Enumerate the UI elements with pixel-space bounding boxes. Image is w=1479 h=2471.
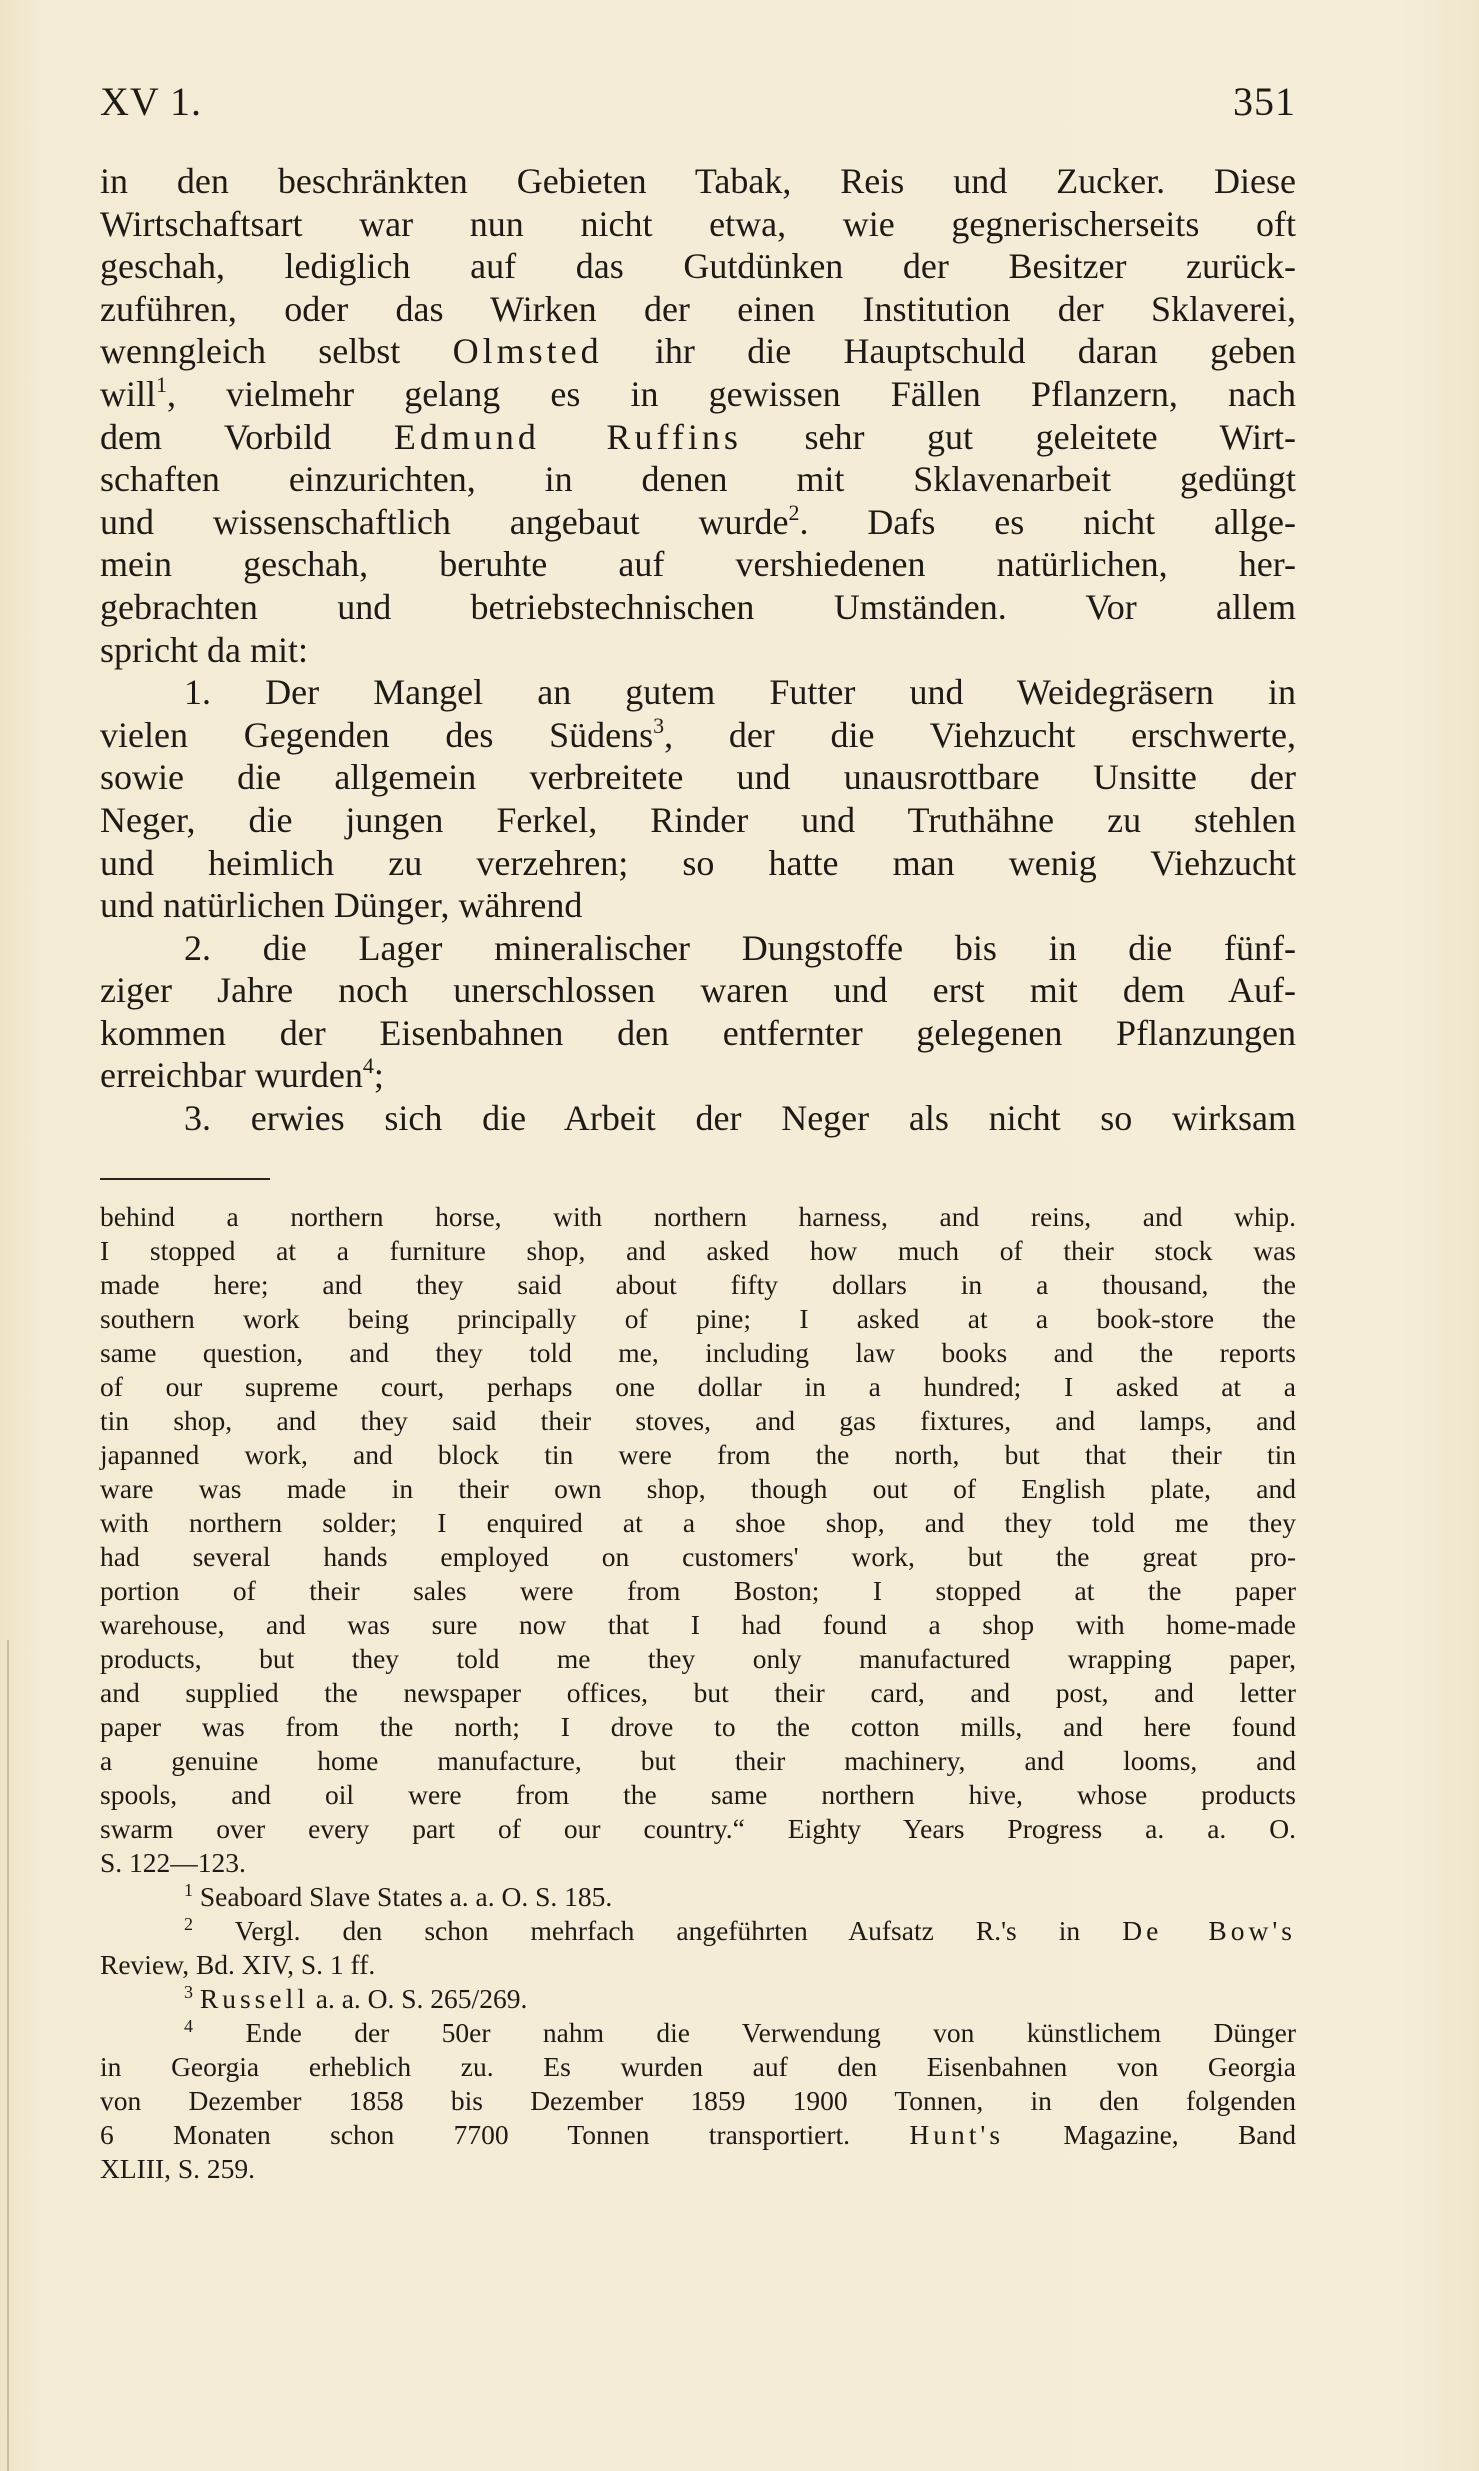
- page-edge-shadow: [7, 1640, 9, 2471]
- volume-label: XV 1.: [100, 79, 203, 124]
- footnote-line: paper was from the north; I drove to the cotton mills, and here found: [100, 1711, 1296, 1742]
- footnote-number: 1: [184, 1880, 193, 1900]
- text-line: erreichbar wurden$^4$;: [100, 1053, 384, 1096]
- text-line: und natürlichen Dünger, während: [100, 885, 583, 926]
- footnote-line: behind a northern horse, with northern harness, and reins, and whip.: [100, 1201, 1296, 1232]
- journal-name-debow: De Bow's: [1122, 1915, 1296, 1946]
- footnote-number: 4: [184, 2016, 193, 2036]
- text-line: und wissenschaftlich angebaut wurde$^2$. Dafs es nicht allge-: [100, 499, 1296, 542]
- footnote-ref: 4: [362, 1053, 374, 1079]
- footnote-1: $^1$ Seaboard Slave States a. a. O. S. 185.: [184, 1880, 613, 1912]
- text-line: und heimlich zu verzehren; so hatte man wenig Viehzucht: [100, 842, 1296, 883]
- footnote-line: products, but they told me they only manufactured wrapping paper,: [100, 1643, 1296, 1674]
- footnote-line: southern work being principally of pine; I asked at a book-store the: [100, 1303, 1296, 1334]
- footnote-line: in Georgia erheblich zu. Es wurden auf den Eisenbahnen von Georgia: [100, 2051, 1296, 2082]
- text-line: ziger Jahre noch unerschlossen waren und erst mit dem Auf-: [100, 970, 1296, 1011]
- page-number: 351: [1233, 79, 1296, 124]
- text-line: wenngleich selbst Olmsted ihr die Hauptschuld daran geben: [100, 331, 1297, 372]
- footnote-line: I stopped at a furniture shop, and asked how much of their stock was: [100, 1235, 1296, 1266]
- footnote-3: $^3$ Russell a. a. O. S. 265/269.: [184, 1982, 528, 2014]
- footnote-line: ware was made in their own shop, though out of English plate, and: [100, 1473, 1296, 1504]
- author-name-ruffin: Edmund Ruffins: [393, 416, 742, 457]
- footnote-2: $^2$ Vergl. den schon mehrfach angeführten Aufsatz R.'s in De Bow's: [184, 1914, 1296, 1946]
- text-line: 3. erwies sich die Arbeit der Neger als nicht so wirksam: [184, 1098, 1296, 1139]
- footnote-line: and supplied the newspaper offices, but their card, and post, and letter: [100, 1677, 1296, 1708]
- footnote-divider: [100, 1178, 270, 1180]
- text-line: sowie die allgemein verbreitete und unausrottbare Unsitte der: [100, 757, 1296, 798]
- footnote-line: made here; and they said about fifty dollars in a thousand, the: [100, 1269, 1296, 1300]
- text-line: schaften einzurichten, in denen mit Sklavenarbeit gedüngt: [100, 459, 1296, 500]
- footnote-line: a genuine home manufacture, but their machinery, and looms, and: [100, 1745, 1296, 1776]
- footnote-line: swarm over every part of our country.“ Eighty Years Progress a. a. O.: [100, 1813, 1296, 1844]
- footnote-ref: 2: [788, 499, 800, 525]
- footnote-ref: 3: [653, 712, 665, 738]
- footnote-line: portion of their sales were from Boston; I stopped at the paper: [100, 1575, 1296, 1606]
- footnote-line: S. 122—123.: [100, 1847, 246, 1878]
- footnote-line: had several hands employed on customers' work, but the great pro-: [100, 1541, 1296, 1572]
- author-name-olmsted: Olmsted: [452, 331, 603, 372]
- footnote-line: of our supreme court, perhaps one dollar in a hundred; I asked at a: [100, 1371, 1296, 1402]
- text-line: kommen der Eisenbahnen den entfernter gelegenen Pflanzungen: [100, 1012, 1296, 1053]
- text-line: will$^1$, vielmehr gelang es in gewissen Fällen Pflanzern, nach: [100, 371, 1296, 414]
- text-line: 2. die Lager mineralischer Dungstoffe bis in die fünf-: [184, 927, 1296, 968]
- footnote-line: warehouse, and was sure now that I had found a shop with home-made: [100, 1609, 1296, 1640]
- footnote-line: with northern solder; I enquired at a shoe shop, and they told me they: [100, 1507, 1296, 1538]
- text-line: Wirtschaftsart war nun nicht etwa, wie gegnerischerseits oft: [100, 203, 1296, 244]
- footnote-number: 2: [184, 1914, 193, 1934]
- footnote-line: von Dezember 1858 bis Dezember 1859 1900 Tonnen, in den folgenden: [100, 2085, 1296, 2116]
- journal-name-hunt: Hunt's: [909, 2119, 1005, 2150]
- footnote-line: spools, and oil were from the same northern hive, whose products: [100, 1779, 1296, 1810]
- text-line: in den beschränkten Gebieten Tabak, Reis und Zucker. Diese: [100, 161, 1296, 201]
- author-name-russell: Russell: [199, 1983, 309, 2014]
- footnote-ref: 1: [156, 371, 168, 397]
- text-line: Neger, die jungen Ferkel, Rinder und Truthähne zu stehlen: [100, 799, 1296, 840]
- text-line: geschah, lediglich auf das Gutdünken der Besitzer zurück-: [100, 246, 1296, 287]
- footnote-line: Review, Bd. XIV, S. 1 ff.: [100, 1949, 376, 1980]
- footnote-number: 3: [184, 1982, 193, 2002]
- footnote-line: japanned work, and block tin were from the north, but that their tin: [100, 1439, 1296, 1470]
- main-text: [100, 160, 1296, 1140]
- text-line: 1. Der Mangel an gutem Futter und Weidegräsern in: [184, 672, 1296, 713]
- text-line: vielen Gegenden des Südens$^3$, der die Viehzucht erschwerte,: [100, 712, 1296, 755]
- running-header: [100, 78, 1296, 128]
- text-line: zuführen, oder das Wirken der einen Institution der Sklaverei,: [100, 288, 1296, 329]
- text-line: mein geschah, beruhte auf vershiedenen natürlichen, her-: [100, 544, 1296, 585]
- footnote-line: 6 Monaten schon 7700 Tonnen transportiert. Hunt's Magazine, Band: [100, 2119, 1297, 2150]
- footnote-line: XLIII, S. 259.: [100, 2153, 256, 2184]
- footnote-line: same question, and they told me, including law books and the reports: [100, 1337, 1296, 1368]
- footnote-4: $^4$ Ende der 50er nahm die Verwendung von künstlichem Dünger: [184, 2016, 1296, 2048]
- text-line: spricht da mit:: [100, 629, 308, 670]
- text-line: gebrachten und betriebstechnischen Umständen. Vor allem: [100, 586, 1296, 627]
- text-line: dem Vorbild Edmund Ruffins sehr gut geleitete Wirt-: [100, 416, 1297, 457]
- footnotes: [100, 1200, 1296, 2186]
- footnote-line: tin shop, and they said their stoves, and gas fixtures, and lamps, and: [100, 1405, 1296, 1436]
